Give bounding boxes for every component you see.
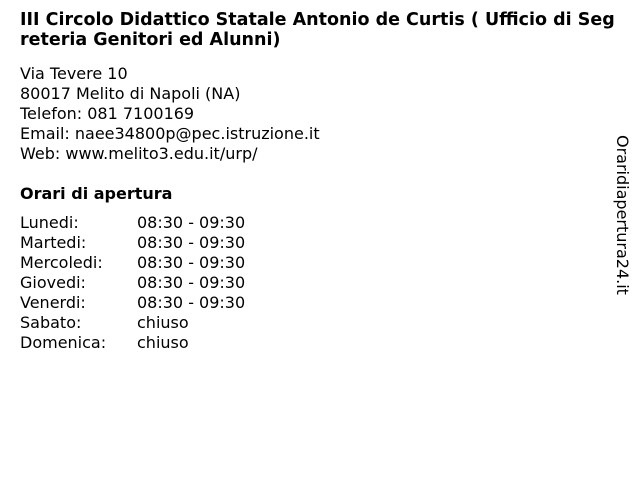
city-address: 80017 Melito di Napoli (NA): [20, 84, 241, 103]
phone-number: Telefon: 081 7100169: [20, 104, 195, 123]
hours-table: [20, 213, 245, 353]
website: Web: www.melito3.edu.it/urp/: [20, 144, 258, 163]
hours-row-saturday: [20, 313, 245, 333]
hours-heading: Orari di apertura: [20, 184, 173, 203]
time-value: 08:30 - 09:30: [137, 233, 246, 252]
day-label: Sabato:: [20, 313, 82, 332]
day-label: Mercoledi:: [20, 253, 103, 272]
hours-row-monday: [20, 213, 245, 233]
site-watermark: Oraridiapertura24.it: [613, 135, 632, 295]
day-label: Venerdi:: [20, 293, 86, 312]
page-title: III Circolo Didattico Statale Antonio de Curtis ( Ufficio di Segreteria Genitori ed Alunni): [20, 10, 615, 50]
address-block: [20, 64, 320, 164]
time-value: chiuso: [137, 313, 189, 332]
time-value: 08:30 - 09:30: [137, 253, 246, 272]
day-label: Domenica:: [20, 333, 107, 352]
time-value: 08:30 - 09:30: [137, 273, 246, 292]
hours-row-wednesday: [20, 253, 245, 273]
day-label: Giovedi:: [20, 273, 86, 292]
email-address: Email: naee34800p@pec.istruzione.it: [20, 124, 320, 143]
hours-row-friday: [20, 293, 245, 313]
day-label: Lunedi:: [20, 213, 79, 232]
day-label: Martedi:: [20, 233, 87, 252]
time-value: 08:30 - 09:30: [137, 293, 246, 312]
time-value: chiuso: [137, 333, 189, 352]
hours-row-tuesday: [20, 233, 245, 253]
hours-row-thursday: [20, 273, 245, 293]
time-value: 08:30 - 09:30: [137, 213, 246, 232]
street-address: Via Tevere 10: [20, 64, 128, 83]
hours-row-sunday: [20, 333, 245, 353]
